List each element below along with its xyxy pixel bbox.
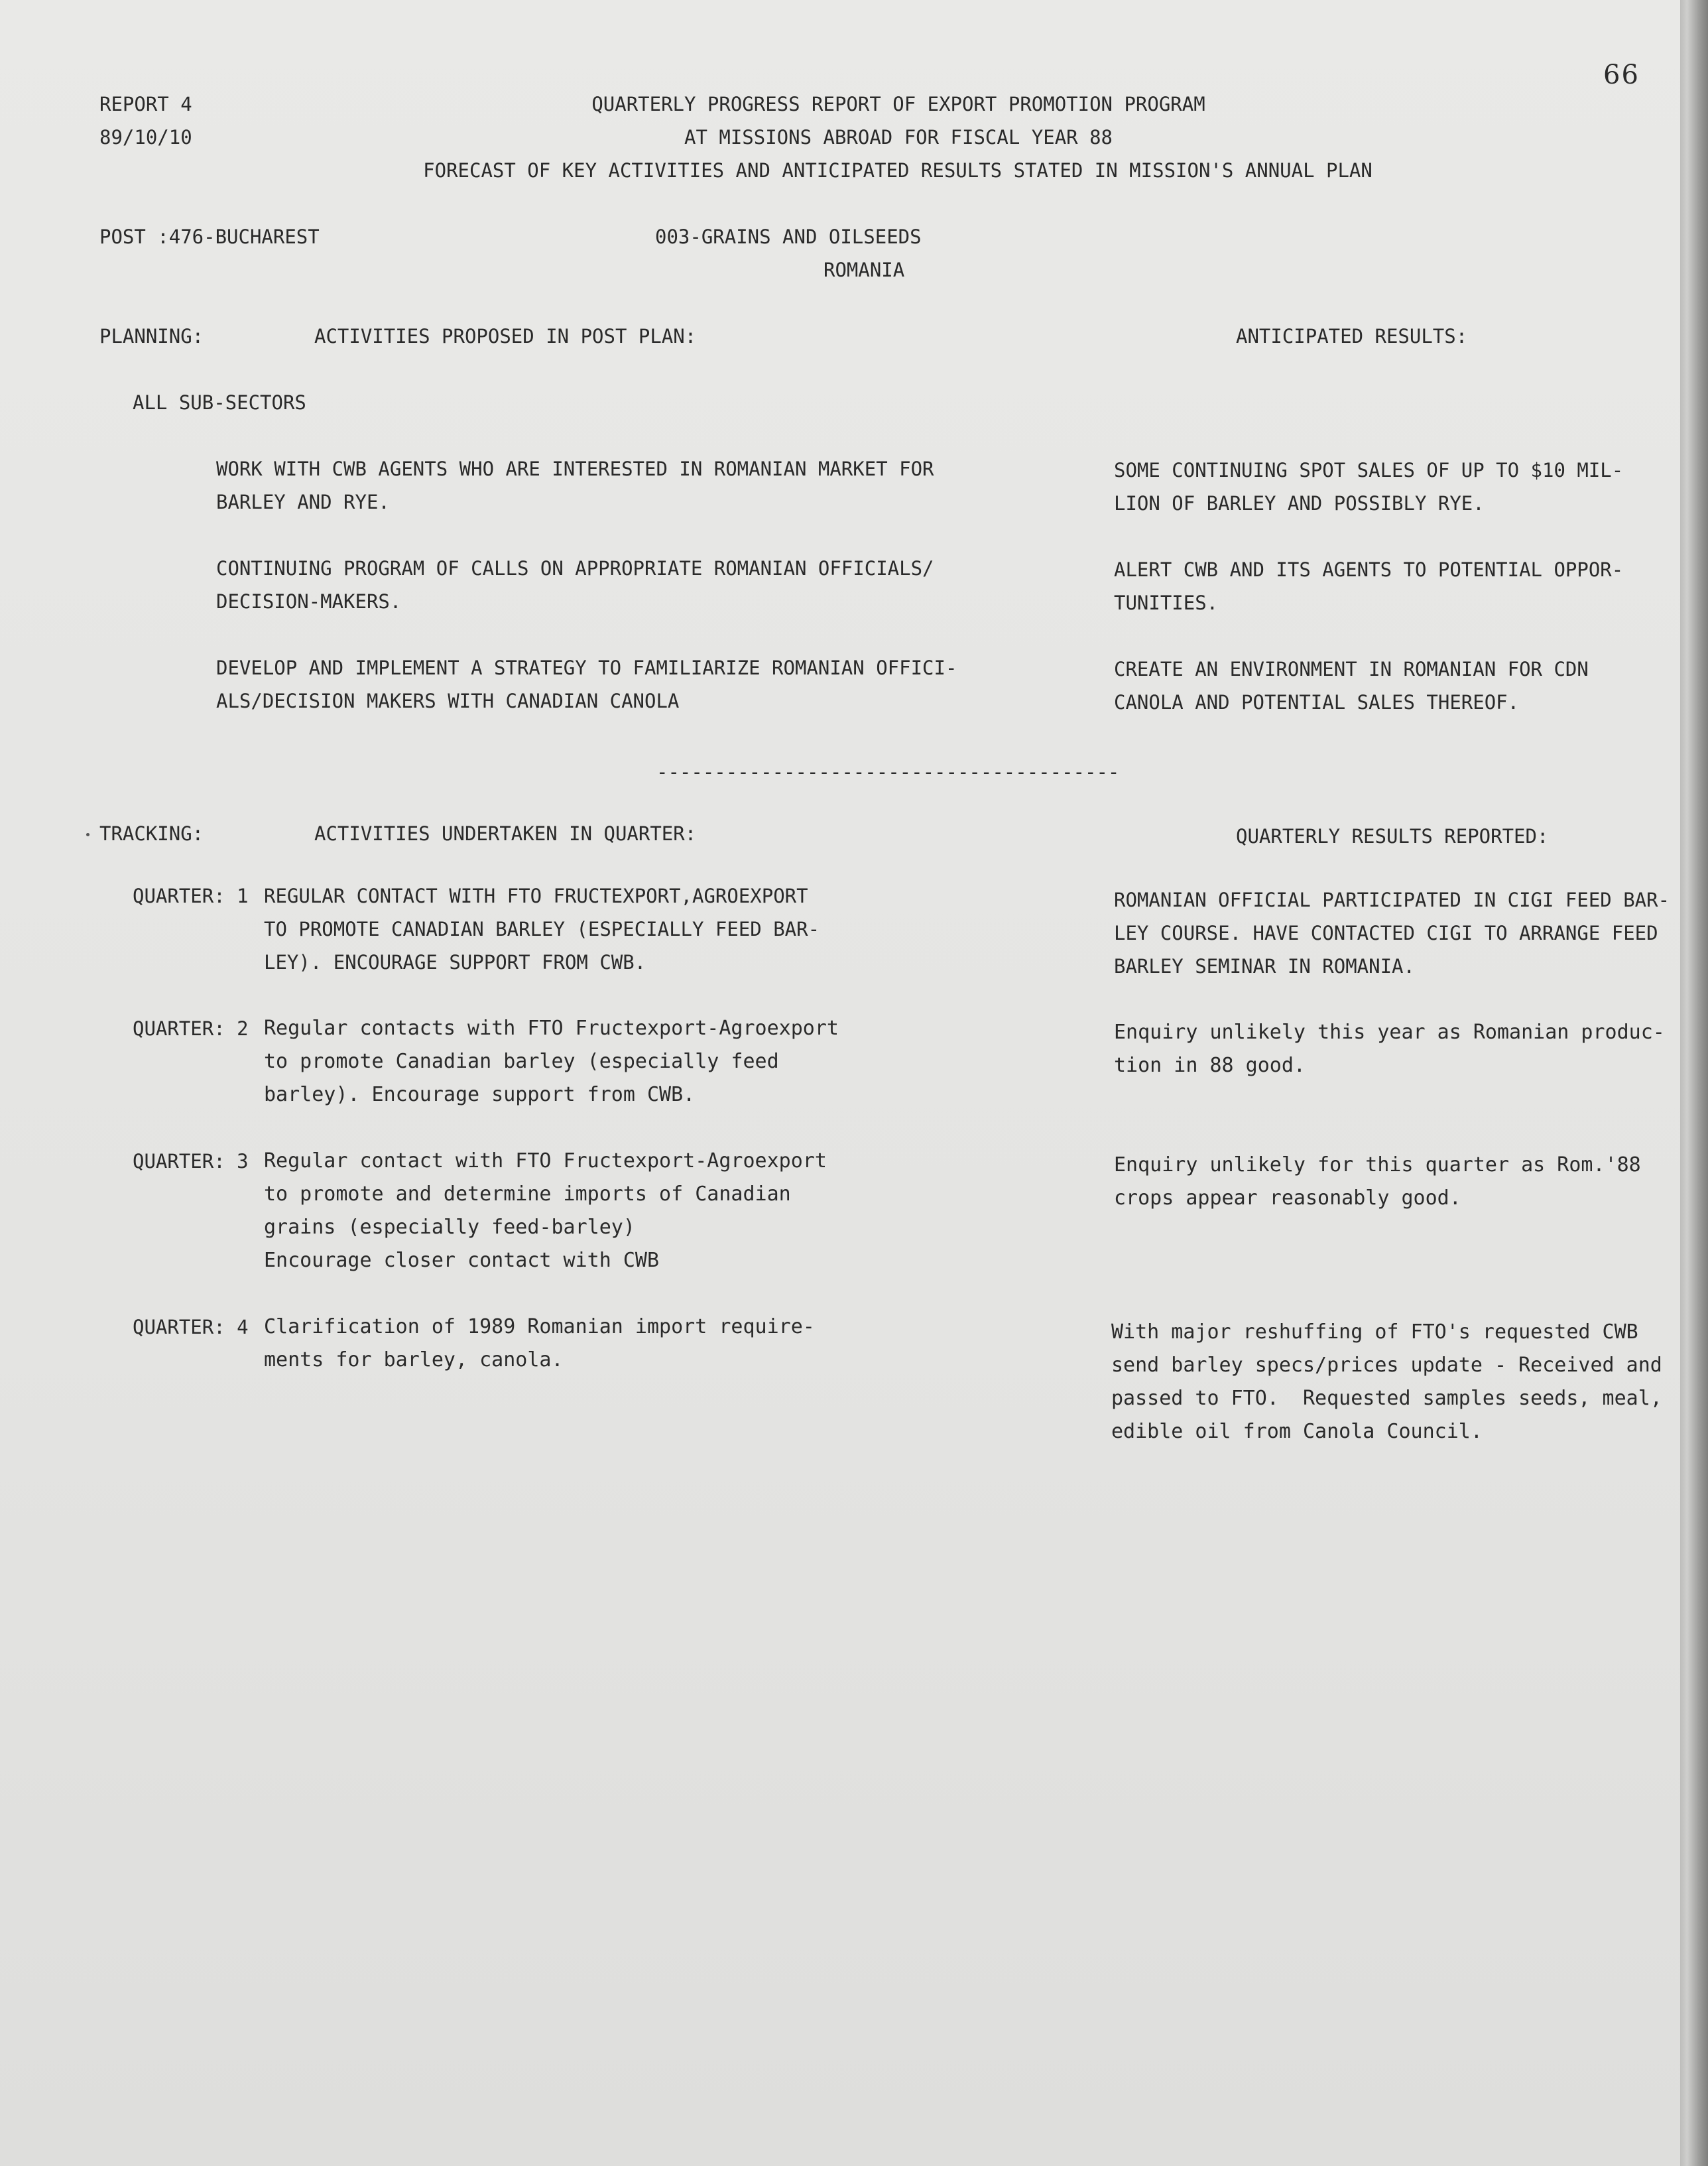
quarter-activity-line: to promote and determine imports of Canadian [264,1182,791,1206]
quarter-label: QUARTER: 2 [133,1017,249,1040]
post-label: POST :476-BUCHAREST [99,225,320,248]
planning-result-line: CANOLA AND POTENTIAL SALES THEREOF. [1114,691,1520,714]
margin-mark [86,833,90,836]
quarter-label: QUARTER: 4 [133,1316,249,1338]
tracking-results-heading: QUARTERLY RESULTS REPORTED: [1236,825,1549,848]
report-title-line-2: AT MISSIONS ABROAD FOR FISCAL YEAR 88 [684,126,1113,149]
quarter-activity-line: Clarification of 1989 Romanian import require- [264,1315,815,1338]
planning-activity-line: WORK WITH CWB AGENTS WHO ARE INTERESTED IN ROMANIAN MARKET FOR [216,458,934,480]
planning-label: PLANNING: [99,325,204,348]
tracking-activities-heading: ACTIVITIES UNDERTAKEN IN QUARTER: [314,822,697,845]
quarter-activity-line: Encourage closer contact with CWB [264,1249,660,1272]
report-title-line-3: FORECAST OF KEY ACTIVITIES AND ANTICIPATED RESULTS STATED IN MISSION'S ANNUAL PLAN [423,159,1372,182]
quarter-result-line: edible oil from Canola Council. [1111,1420,1483,1443]
planning-activity-line: BARLEY AND RYE. [216,491,390,513]
quarter-result-line: tion in 88 good. [1114,1054,1306,1077]
planning-result-line: CREATE AN ENVIRONMENT IN ROMANIAN FOR CDN [1114,658,1589,680]
quarter-result-line: ROMANIAN OFFICIAL PARTICIPATED IN CIGI FEED BAR- [1114,889,1670,911]
quarter-activity-line: ments for barley, canola. [264,1348,564,1371]
quarter-result-line: LEY COURSE. HAVE CONTACTED CIGI TO ARRANGE FEED [1114,922,1658,944]
quarter-result-line: passed to FTO. Requested samples seeds, meal, [1111,1387,1662,1410]
quarter-activity-line: REGULAR CONTACT WITH FTO FRUCTEXPORT,AGROEXPORT [264,885,808,907]
report-id: REPORT 4 [99,93,192,115]
quarter-label: QUARTER: 3 [133,1150,249,1173]
section-separator: ---------------------------------------- [656,761,1120,783]
subsector-label: ALL SUB-SECTORS [133,391,306,414]
country-name: ROMANIA [823,259,905,281]
planning-activity-line: ALS/DECISION MAKERS WITH CANADIAN CANOLA [216,690,680,712]
quarter-result-line: Enquiry unlikely this year as Romanian produc- [1114,1021,1665,1044]
planning-result-line: SOME CONTINUING SPOT SALES OF UP TO $10 MIL- [1114,459,1624,481]
quarter-result-line: send barley specs/prices update - Received and [1111,1354,1662,1377]
quarter-activity-line: Regular contacts with FTO Fructexport-Agroexport [264,1017,839,1040]
planning-activities-heading: ACTIVITIES PROPOSED IN POST PLAN: [314,325,697,348]
page-number: 66 [1603,60,1640,90]
quarter-result-line: BARLEY SEMINAR IN ROMANIA. [1114,955,1415,978]
planning-result-line: LION OF BARLEY AND POSSIBLY RYE. [1114,492,1485,515]
planning-activity-line: DECISION-MAKERS. [216,590,402,613]
sector-name: 003-GRAINS AND OILSEEDS [655,225,922,248]
quarter-activity-line: to promote Canadian barley (especially feed [264,1050,779,1073]
quarter-activity-line: TO PROMOTE CANADIAN BARLEY (ESPECIALLY FEED BAR- [264,918,820,940]
quarter-activity-line: barley). Encourage support from CWB. [264,1083,696,1106]
planning-result-line: TUNITIES. [1114,592,1219,614]
quarter-result-line: With major reshuffing of FTO's requested CWB [1111,1320,1638,1344]
quarter-label: QUARTER: 1 [133,885,249,907]
planning-activity-line: DEVELOP AND IMPLEMENT A STRATEGY TO FAMILIARIZE ROMANIAN OFFICI- [216,657,957,679]
page-binding-edge [1680,0,1708,2166]
quarter-activity-line: Regular contact with FTO Fructexport-Agroexport [264,1149,827,1173]
quarter-activity-line: grains (especially feed-barley) [264,1216,635,1239]
planning-results-heading: ANTICIPATED RESULTS: [1236,325,1468,348]
quarter-activity-line: LEY). ENCOURAGE SUPPORT FROM CWB. [264,951,646,974]
report-date: 89/10/10 [99,126,192,149]
quarter-result-line: Enquiry unlikely for this quarter as Rom.'88 [1114,1153,1641,1177]
planning-activity-line: CONTINUING PROGRAM OF CALLS ON APPROPRIATE ROMANIAN OFFICIALS/ [216,557,934,580]
tracking-label: TRACKING: [99,822,204,845]
planning-result-line: ALERT CWB AND ITS AGENTS TO POTENTIAL OPPOR- [1114,558,1624,581]
report-title-line-1: QUARTERLY PROGRESS REPORT OF EXPORT PROMOTION PROGRAM [591,93,1205,115]
quarter-result-line: crops appear reasonably good. [1114,1186,1461,1210]
